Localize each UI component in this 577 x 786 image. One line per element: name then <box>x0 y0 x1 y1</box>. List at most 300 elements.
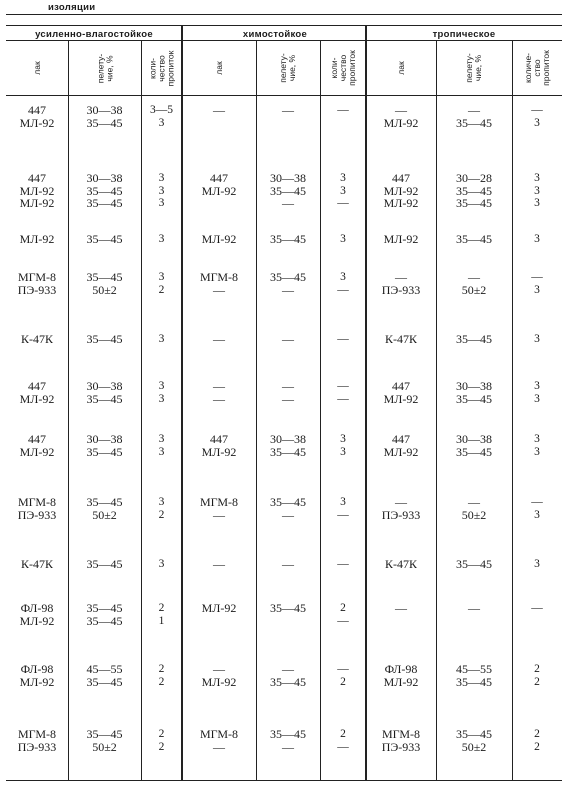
rule-table-bottom <box>6 780 562 781</box>
cell-value: 3 <box>158 233 165 245</box>
cell-value: МЛ-92 <box>201 444 237 459</box>
cell-value: МЛ-92 <box>19 444 55 459</box>
cell-value: 35—45 <box>86 270 123 284</box>
subcolumn-header: лак <box>31 61 42 75</box>
cell-value: МЛ-92 <box>201 674 237 689</box>
cell-value: 2 <box>534 663 540 675</box>
cell-value: 35—45 <box>86 727 123 741</box>
subcolumn-header: пелету- чие, % <box>94 53 114 83</box>
cell-value: — <box>337 663 349 675</box>
cell-value: — <box>531 602 543 614</box>
cell-value: 35—45 <box>456 183 492 198</box>
cell-value: 35—45 <box>270 270 306 284</box>
cell-value: МЛ-92 <box>19 674 55 689</box>
cell-value: ПЭ-933 <box>17 507 57 522</box>
cell-value: 3 <box>534 184 540 197</box>
cell-value: 2 <box>158 663 165 675</box>
table-cell <box>366 496 436 542</box>
cell-value: 30—38 <box>270 432 306 446</box>
table-cell <box>182 233 256 271</box>
table-cell <box>320 728 366 770</box>
cell-value: 35—45 <box>86 613 123 628</box>
cell-value: 50±2 <box>461 739 487 754</box>
cell-value: МГМ-8 <box>199 727 239 741</box>
cell-value: 3 <box>158 445 165 458</box>
cell-value: 447 <box>28 432 46 446</box>
cell-value: — <box>468 103 480 117</box>
table-cell <box>141 496 182 542</box>
cell-value: 50±2 <box>461 507 487 522</box>
table-cell <box>512 558 562 586</box>
cell-value: 30—38 <box>456 432 492 446</box>
cell-value: 30—38 <box>456 379 492 393</box>
cell-value: — <box>337 558 349 570</box>
table-cell <box>182 433 256 473</box>
cell-value: — <box>213 379 225 393</box>
cell-value: 35—45 <box>456 674 492 689</box>
rule-group-top <box>6 25 562 26</box>
table-cell <box>68 233 141 271</box>
table-cell <box>68 333 141 367</box>
cell-value: МЛ-92 <box>19 613 55 628</box>
table-cell <box>320 333 366 367</box>
cell-value: — <box>337 283 349 296</box>
cell-value: 3 <box>158 558 165 570</box>
table-cell <box>68 663 141 713</box>
table-cell <box>182 663 256 713</box>
cell-value: 35—45 <box>270 183 306 198</box>
cell-value: — <box>337 104 349 116</box>
cell-value: 35—45 <box>270 495 306 509</box>
table-cell <box>320 271 366 311</box>
cell-value: 3 <box>534 445 540 458</box>
cell-value: МГМ-8 <box>17 270 57 284</box>
cell-value: — <box>282 739 294 754</box>
cell-value: 35—45 <box>270 601 306 615</box>
cell-value: 35—45 <box>456 232 492 246</box>
cell-value: МЛ-92 <box>201 183 237 198</box>
cell-value: — <box>468 495 480 509</box>
cell-value: К-47К <box>20 557 53 571</box>
cell-value: МЛ-92 <box>19 232 55 246</box>
cell-value: 35—45 <box>456 391 492 406</box>
cell-value: ПЭ-933 <box>381 507 421 522</box>
table-cell <box>141 104 182 152</box>
cell-value: 35—45 <box>270 444 306 459</box>
table-cell <box>141 602 182 640</box>
cell-value: — <box>213 557 225 571</box>
cell-value: 3 <box>534 380 540 392</box>
cell-value: 3 <box>534 197 540 209</box>
cell-value: 3 <box>534 233 540 245</box>
cell-value: 30—38 <box>86 432 123 446</box>
table-cell <box>68 558 141 586</box>
table-cell <box>512 433 562 473</box>
cell-value: 2 <box>158 728 165 740</box>
table-cell <box>256 271 320 311</box>
cell-value: ПЭ-933 <box>381 739 421 754</box>
table-cell <box>6 728 68 770</box>
table-cell <box>436 380 512 420</box>
table-cell <box>320 558 366 586</box>
cell-value: — <box>213 507 225 522</box>
table-cell <box>68 496 141 542</box>
table-cell <box>366 602 436 640</box>
table-cell <box>256 333 320 367</box>
cell-value: 35—45 <box>270 674 306 689</box>
rule-top <box>6 14 562 15</box>
cell-value: — <box>395 103 407 117</box>
cell-value: ФЛ-98 <box>20 662 54 676</box>
table-cell <box>6 233 68 271</box>
table-cell <box>436 602 512 640</box>
table-cell <box>141 433 182 473</box>
cell-value: — <box>337 614 349 627</box>
table-cell <box>320 602 366 640</box>
table-cell <box>6 104 68 152</box>
cell-value: 3 <box>534 433 540 445</box>
table-cell <box>436 496 512 542</box>
table-cell <box>436 728 512 770</box>
table-cell <box>256 172 320 212</box>
rule-header-bottom <box>6 95 562 96</box>
table-cell <box>68 172 141 212</box>
table-cell <box>512 233 562 271</box>
cell-value: 3 <box>340 184 346 197</box>
cell-value: 30—38 <box>270 171 306 185</box>
table-cell <box>436 663 512 713</box>
table-cell <box>512 380 562 420</box>
cell-value: 3 <box>340 271 346 283</box>
table-cell <box>6 172 68 212</box>
cell-value: 30—38 <box>86 103 123 117</box>
table-cell <box>436 433 512 473</box>
cell-value: ПЭ-933 <box>17 739 57 754</box>
cell-value: 35—45 <box>456 727 492 741</box>
cell-value: МЛ-92 <box>383 115 419 130</box>
cell-value: 3 <box>158 116 165 129</box>
cell-value: 3 <box>340 496 346 508</box>
cell-value: — <box>213 391 225 406</box>
cell-value: — <box>337 380 349 392</box>
cell-value: 35—45 <box>86 196 123 210</box>
table-cell <box>182 728 256 770</box>
cell-value: МЛ-92 <box>19 391 55 406</box>
cell-value: 3—5 <box>150 104 173 116</box>
cell-value: 30—38 <box>86 379 123 393</box>
cell-value: 35—45 <box>456 196 492 210</box>
table-cell <box>68 602 141 640</box>
table-cell <box>6 496 68 542</box>
cell-value: 3 <box>340 233 346 245</box>
table-cell <box>182 271 256 311</box>
header-group-2: химостойкое <box>242 29 308 40</box>
cell-value: МЛ-92 <box>19 183 55 198</box>
cell-value: К-47К <box>20 332 53 346</box>
cell-value: — <box>282 332 294 346</box>
cell-value: 3 <box>534 333 540 345</box>
table-cell <box>256 496 320 542</box>
subcolumn-header: лак <box>395 61 406 75</box>
cell-value: — <box>395 495 407 509</box>
cell-value: 2 <box>158 508 165 521</box>
cell-value: ПЭ-933 <box>381 282 421 297</box>
cell-value: 2 <box>534 675 540 688</box>
table-cell <box>512 602 562 640</box>
cell-value: — <box>337 508 349 521</box>
cell-value: МЛ-92 <box>383 391 419 406</box>
subcolumn-header: лак <box>213 61 224 75</box>
rule-group-bottom <box>6 40 562 41</box>
subcolumn-header: коли- чество пропиток <box>328 50 357 86</box>
table-cell <box>6 271 68 311</box>
cell-value: — <box>337 197 349 209</box>
cell-value: 50±2 <box>92 507 117 522</box>
cell-value: 447 <box>392 171 410 185</box>
cell-value: 2 <box>340 602 346 614</box>
table-cell <box>141 271 182 311</box>
cell-value: 2 <box>534 728 540 740</box>
cell-value: 3 <box>158 380 165 392</box>
cell-value: — <box>213 662 225 676</box>
table-cell <box>68 380 141 420</box>
cell-value: 35—45 <box>456 444 492 459</box>
table-cell <box>366 172 436 212</box>
cell-value: — <box>213 739 225 754</box>
table-cell <box>256 728 320 770</box>
cell-value: 35—45 <box>456 557 492 571</box>
table-cell <box>320 433 366 473</box>
cell-value: МГМ-8 <box>199 495 239 509</box>
table-cell <box>436 104 512 152</box>
table-cell <box>6 380 68 420</box>
cell-value: МЛ-92 <box>383 444 419 459</box>
cell-value: — <box>337 740 349 753</box>
cell-value: 30—28 <box>456 171 492 185</box>
table-cell <box>436 333 512 367</box>
table-cell <box>512 496 562 542</box>
table-cell <box>320 496 366 542</box>
cell-value: 35—45 <box>456 332 492 346</box>
table-cell <box>256 558 320 586</box>
cell-value: ФЛ-98 <box>20 601 54 615</box>
cell-value: 2 <box>340 728 346 740</box>
cell-value: 2 <box>534 740 540 753</box>
cell-value: МГМ-8 <box>381 727 421 741</box>
cell-value: — <box>282 507 294 522</box>
cell-value: 2 <box>158 602 165 614</box>
cell-value: 1 <box>158 614 165 627</box>
table-cell <box>366 433 436 473</box>
cell-value: МЛ-92 <box>383 183 419 198</box>
header-top-title: изоляции <box>48 2 96 13</box>
table-cell <box>366 663 436 713</box>
table-cell <box>366 380 436 420</box>
header-group-3: тропическое <box>432 29 496 40</box>
cell-value: — <box>337 392 349 405</box>
cell-value: 45—55 <box>86 662 123 676</box>
cell-value: 35—45 <box>86 183 123 198</box>
cell-value: — <box>395 270 407 284</box>
table-cell <box>320 172 366 212</box>
table-cell <box>366 728 436 770</box>
table-cell <box>366 104 436 152</box>
table-cell <box>182 172 256 212</box>
cell-value: 3 <box>534 558 540 570</box>
table-cell <box>68 271 141 311</box>
table-cell <box>141 558 182 586</box>
cell-value: — <box>468 270 480 284</box>
cell-value: — <box>282 196 294 210</box>
cell-value: 3 <box>534 283 540 296</box>
table-cell <box>141 663 182 713</box>
cell-value: 35—45 <box>86 601 123 615</box>
cell-value: 447 <box>28 171 46 185</box>
cell-value: 2 <box>158 740 165 753</box>
cell-value: МГМ-8 <box>17 727 57 741</box>
cell-value: 3 <box>340 172 346 184</box>
table-cell <box>141 380 182 420</box>
cell-value: 2 <box>340 675 346 688</box>
table-cell <box>6 602 68 640</box>
table-cell <box>182 333 256 367</box>
cell-value: 35—45 <box>86 495 123 509</box>
cell-value: МЛ-92 <box>19 196 55 210</box>
cell-value: — <box>213 282 225 297</box>
cell-value: 2 <box>158 675 165 688</box>
cell-value: 3 <box>534 172 540 184</box>
cell-value: 35—45 <box>456 115 492 130</box>
cell-value: К-47К <box>384 557 417 571</box>
cell-value: 3 <box>158 496 165 508</box>
subcolumn-header: коли- чество пропиток <box>147 50 175 86</box>
cell-value: — <box>282 282 294 297</box>
table-cell <box>182 558 256 586</box>
cell-value: — <box>395 601 407 615</box>
cell-value: — <box>282 379 294 393</box>
table-cell <box>320 380 366 420</box>
cell-value: 35—45 <box>86 332 123 346</box>
cell-value: 3 <box>158 433 165 445</box>
cell-value: 35—45 <box>86 232 123 246</box>
table-cell <box>366 271 436 311</box>
cell-value: 35—45 <box>86 444 123 459</box>
table-cell <box>141 728 182 770</box>
table-cell <box>366 233 436 271</box>
cell-value: 447 <box>28 379 46 393</box>
cell-value: 447 <box>210 432 228 446</box>
cell-value: 3 <box>158 333 165 345</box>
cell-value: 45—55 <box>456 662 492 676</box>
table-cell <box>141 172 182 212</box>
cell-value: 35—45 <box>270 727 306 741</box>
cell-value: — <box>213 103 225 117</box>
table-cell <box>436 172 512 212</box>
table-cell <box>256 602 320 640</box>
table-cell <box>6 333 68 367</box>
cell-value: 3 <box>534 392 540 405</box>
cell-value: 447 <box>392 379 410 393</box>
cell-value: МГМ-8 <box>199 270 239 284</box>
cell-value: 35—45 <box>86 391 123 406</box>
cell-value: МЛ-92 <box>383 196 419 210</box>
cell-value: МЛ-92 <box>19 115 55 130</box>
table-cell <box>182 380 256 420</box>
cell-value: 3 <box>158 172 165 184</box>
table-cell <box>366 333 436 367</box>
subcolumn-header: количе- ство пропиток <box>522 50 551 86</box>
cell-value: — <box>337 333 349 345</box>
cell-value: 3 <box>534 116 540 129</box>
table-cell <box>141 333 182 367</box>
cell-value: 50±2 <box>92 739 117 754</box>
cell-value: МЛ-92 <box>201 601 237 615</box>
header-group-1: усиленно-влагостойкое <box>35 29 153 40</box>
cell-value: — <box>468 601 480 615</box>
table-cell <box>512 172 562 212</box>
subcolumn-header: пелету- чие, % <box>464 53 483 83</box>
cell-value: — <box>282 662 294 676</box>
cell-value: 3 <box>340 433 346 445</box>
table-cell <box>512 728 562 770</box>
cell-value: МГМ-8 <box>17 495 57 509</box>
cell-value: 35—45 <box>86 557 123 571</box>
table-cell <box>6 433 68 473</box>
table-cell <box>512 271 562 311</box>
table-cell <box>68 104 141 152</box>
cell-value: 3 <box>158 392 165 405</box>
cell-value: ФЛ-98 <box>384 662 418 676</box>
table-cell <box>182 104 256 152</box>
cell-value: 35—45 <box>86 674 123 689</box>
cell-value: МЛ-92 <box>383 232 419 246</box>
cell-value: — <box>282 103 294 117</box>
cell-value: 2 <box>158 283 165 296</box>
table-cell <box>6 663 68 713</box>
cell-value: МЛ-92 <box>383 674 419 689</box>
cell-value: — <box>282 391 294 406</box>
cell-value: — <box>531 496 543 508</box>
table-cell <box>256 380 320 420</box>
cell-value: МЛ-92 <box>201 232 237 246</box>
cell-value: 35—45 <box>270 232 306 246</box>
cell-value: — <box>282 557 294 571</box>
table-cell <box>366 558 436 586</box>
subcolumn-header: пелету- чие, % <box>278 53 297 83</box>
table-cell <box>512 663 562 713</box>
table-cell <box>320 233 366 271</box>
table-cell <box>320 663 366 713</box>
table-cell <box>182 496 256 542</box>
table-cell <box>320 104 366 152</box>
cell-value: 30—38 <box>86 171 123 185</box>
cell-value: 3 <box>534 508 540 521</box>
cell-value: ПЭ-933 <box>17 282 57 297</box>
cell-value: 447 <box>28 103 46 117</box>
cell-value: 447 <box>392 432 410 446</box>
table-cell <box>436 558 512 586</box>
cell-value: — <box>531 104 543 116</box>
table-cell <box>256 104 320 152</box>
table-cell <box>6 558 68 586</box>
cell-value: 3 <box>158 271 165 283</box>
cell-value: — <box>531 271 543 283</box>
table-cell <box>436 271 512 311</box>
cell-value: 447 <box>210 171 228 185</box>
cell-value: 3 <box>158 197 165 209</box>
cell-value: 35—45 <box>86 115 123 130</box>
cell-value: К-47К <box>384 332 417 346</box>
